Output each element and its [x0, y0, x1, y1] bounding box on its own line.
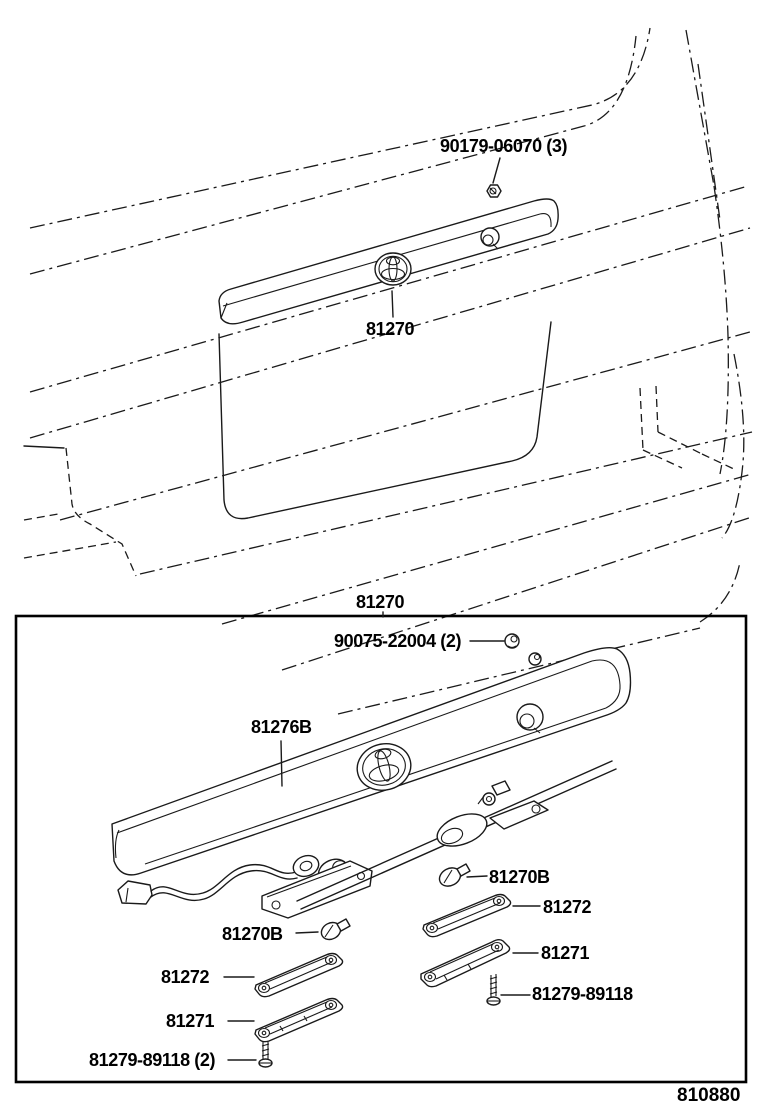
callout-lens-left: 81272	[161, 967, 210, 987]
license-lamp-housing-left-81271	[255, 999, 343, 1042]
license-plate-recess	[219, 319, 551, 519]
figure-code: 810880	[677, 1085, 741, 1106]
garnish-top-view	[219, 199, 558, 324]
callout-top-garnish: 81270	[366, 319, 415, 339]
callout-screw-left: 81279-89118 (2)	[89, 1050, 216, 1070]
callout-bulb-left: 81270B	[222, 924, 283, 944]
screw-icon-right-81279	[487, 974, 500, 1005]
bulb-left-81270B	[318, 919, 350, 943]
license-lamp-lens-right-81272	[423, 895, 511, 937]
callout-bulb-right: 81270B	[489, 867, 550, 887]
callout-detail-screw: 90075-22004 (2)	[334, 631, 462, 651]
callout-detail-box-title: 81270	[356, 592, 405, 612]
toyota-emblem-top	[375, 253, 411, 285]
garnish-detail-81276B	[112, 648, 631, 875]
nut-icon-top	[487, 185, 501, 197]
callout-housing-right: 81271	[541, 943, 590, 963]
callout-top-screw: 90179-06070 (3)	[440, 136, 568, 156]
screw-icons-90075	[505, 634, 541, 665]
screw-icon-left-81279	[259, 1041, 272, 1067]
callout-garnish-81276B: 81276B	[251, 717, 312, 737]
callout-screw-right: 81279-89118	[532, 984, 633, 1004]
license-lamp-lens-left-81272	[255, 954, 343, 997]
callout-lens-right: 81272	[543, 897, 592, 917]
bulb-right-81270B	[436, 864, 470, 890]
callout-housing-left: 81271	[166, 1011, 215, 1031]
